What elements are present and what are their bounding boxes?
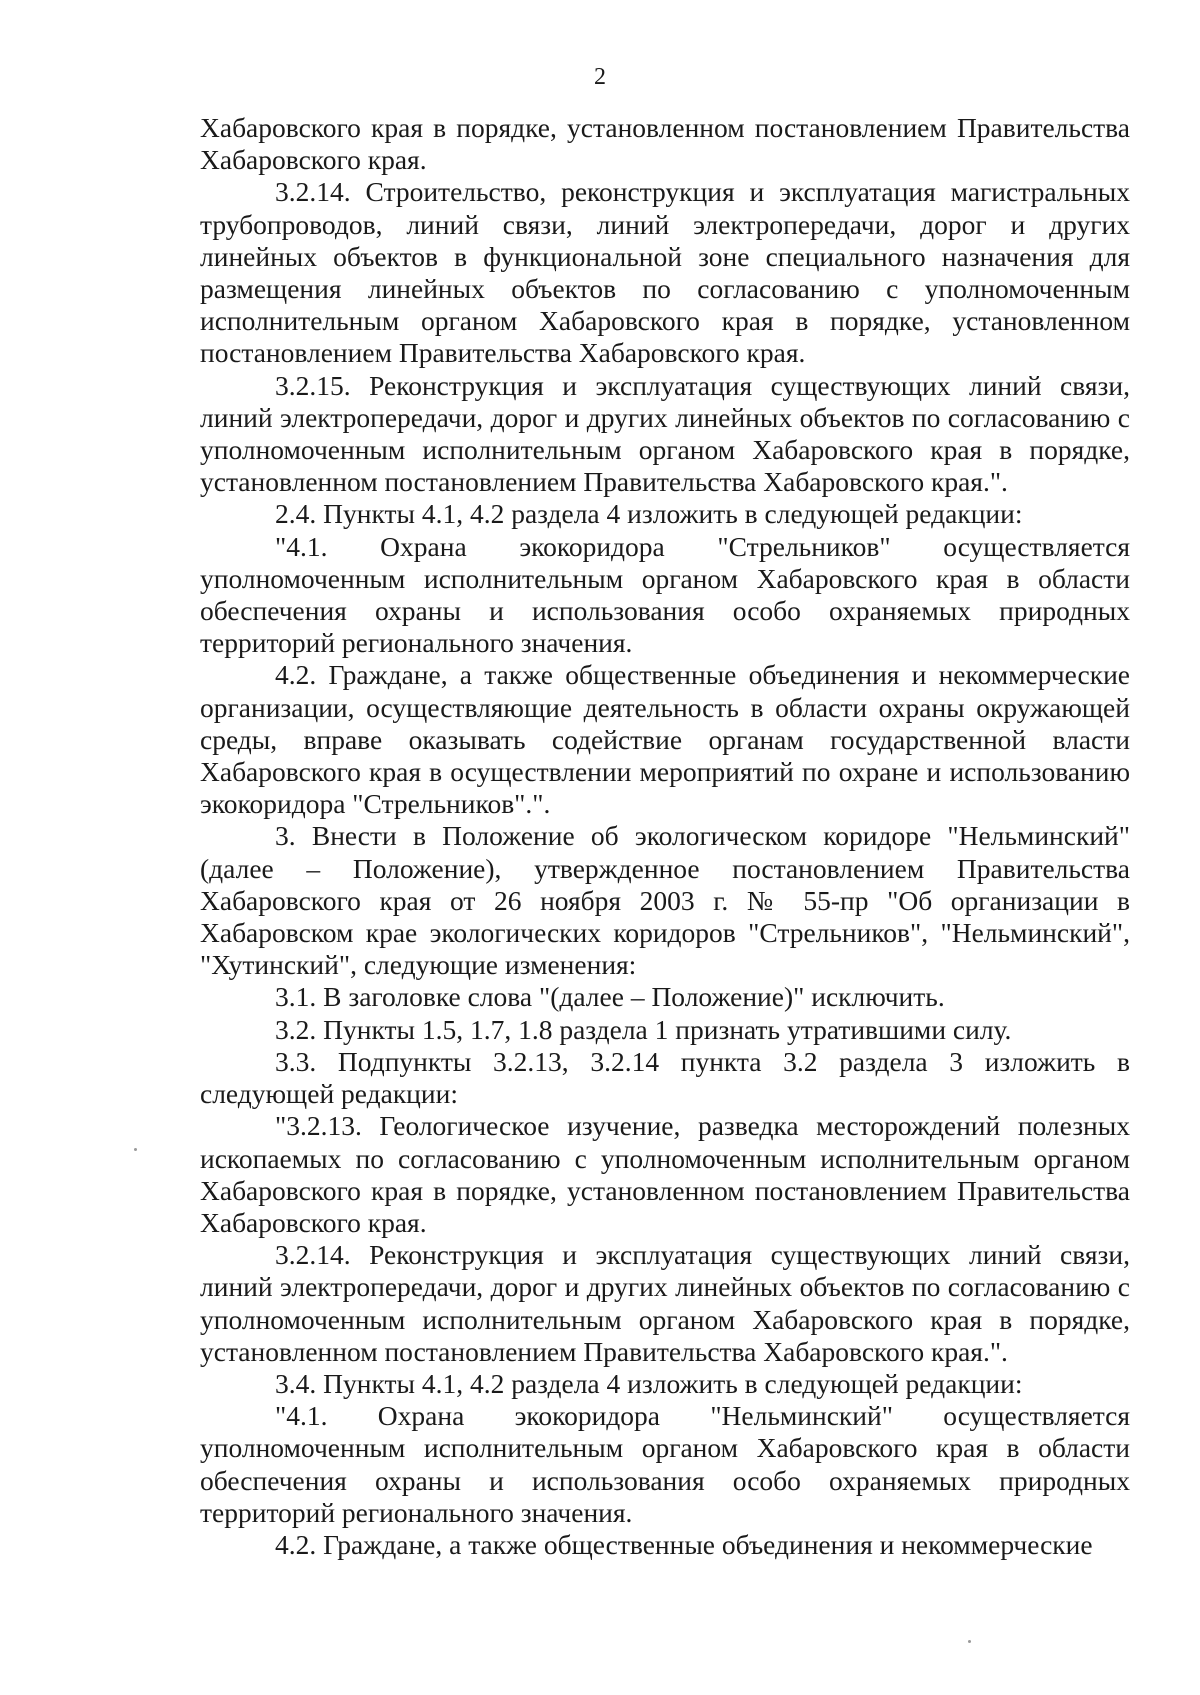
scan-speck <box>968 1640 971 1643</box>
page-number: 2 <box>594 64 606 90</box>
document-body <box>200 112 1130 1561</box>
paragraph: 4.2. Граждане, а также общественные объединения и некоммерческие организации, осуществляющие деятельность в области охраны окружающей среды, вправе оказывать содействие органам государственной власти Хабаровского края в осуществлении мероприятий по охране и использованию экокоридора "Стрельников".". <box>200 659 1130 820</box>
paragraph: 3.3. Подпункты 3.2.13, 3.2.14 пункта 3.2 раздела 3 изложить в следующей редакции: <box>200 1045 1130 1110</box>
paragraph: "4.1. Охрана экокоридора "Стрельников" осуществляется уполномоченным исполнительным органом Хабаровского края в области обеспечения охраны и использования особо охраняемых природных территорий регионального значения. <box>200 530 1130 659</box>
paragraph: 3. Внести в Положение об экологическом коридоре "Нельминский" (далее – Положение), утвержденное постановлением Правительства Хабаровского края от 26 ноября 2003 г. № 55-пр "Об организации в Хабаровском крае экологических коридоров "Стрельников", "Нельминский", "Хутинский", следующие изменения: <box>200 820 1130 981</box>
paragraph: 3.2.14. Строительство, реконструкция и эксплуатация магистральных трубопроводов, линий связи, линий электропередачи, дорог и других линейных объектов в функциональной зоне специального назначения для размещения линейных объектов по согласованию с уполномоченным исполнительным органом Хабаровского края в порядке, установленном постановлением Правительства Хабаровского края. <box>200 176 1130 369</box>
paragraph: 3.1. В заголовке слова "(далее – Положение)" исключить. <box>275 981 945 1013</box>
scan-speck <box>134 1148 137 1151</box>
paragraph: Хабаровского края в порядке, установленном постановлением Правительства Хабаровского края. <box>200 112 1130 176</box>
paragraph: 3.2.15. Реконструкция и эксплуатация существующих линий связи, линий электропередачи, дорог и других линейных объектов по согласованию с уполномоченным исполнительным органом Хабаровского края в порядке, установленном постановлением Правительства Хабаровского края.". <box>200 369 1130 498</box>
paragraph: "4.1. Охрана экокоридора "Нельминский" осуществляется уполномоченным исполнительным органом Хабаровского края в области обеспечения охраны и использования особо охраняемых природных территорий регионального значения. <box>200 1400 1130 1528</box>
paragraph: 2.4. Пункты 4.1, 4.2 раздела 4 изложить в следующей редакции: <box>275 498 1023 530</box>
paragraph: 3.4. Пункты 4.1, 4.2 раздела 4 изложить в следующей редакции: <box>275 1367 1023 1399</box>
paragraph: 4.2. Граждане, а также общественные объединения и некоммерческие <box>275 1528 1093 1560</box>
paragraph: 3.2.14. Реконструкция и эксплуатация существующих линий связи, линий электропередачи, дорог и других линейных объектов по согласованию с уполномоченным исполнительным органом Хабаровского края в порядке, установленном постановлением Правительства Хабаровского края.". <box>200 1239 1130 1367</box>
paragraph: 3.2. Пункты 1.5, 1.7, 1.8 раздела 1 признать утратившими силу. <box>275 1013 1012 1045</box>
paragraph: "3.2.13. Геологическое изучение, разведка месторождений полезных ископаемых по согласованию с уполномоченным исполнительным органом Хабаровского края в порядке, установленном постановлением Правительства Хабаровского края. <box>200 1110 1130 1238</box>
